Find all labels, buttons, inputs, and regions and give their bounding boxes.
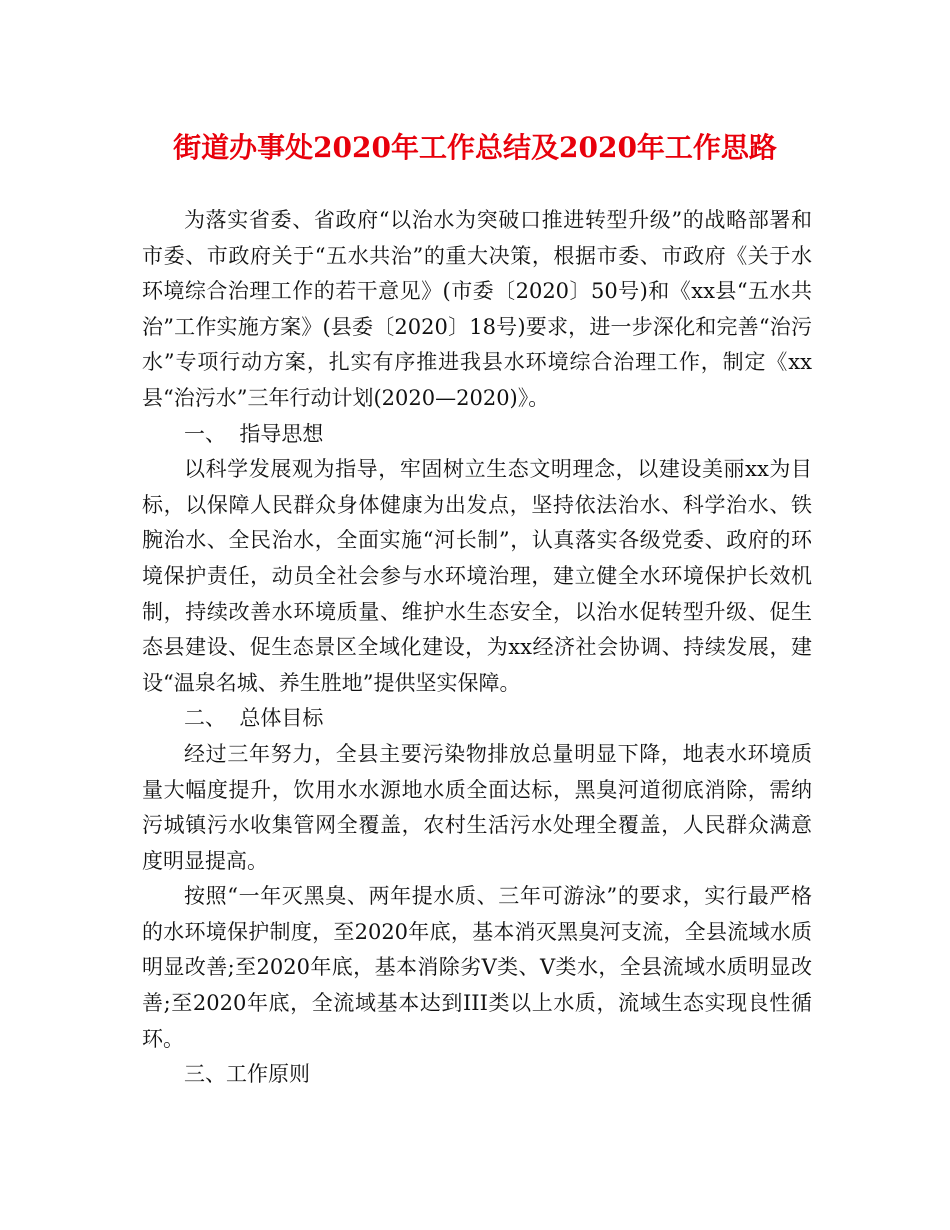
paragraph-guiding-ideology: 以科学发展观为指导，牢固树立生态文明理念，以建设美丽xx为目标，以保障人民群众身体健康为出发点，坚持依法治水、科学治水、铁腕治水、全民治水，全面实施“河长制”，认真落实各级党委、政府的环境保护责任，动员全社会参与水环境治理，建立健全水环境保护长效机制，持续改善水环境质量、维护水生态安全，以治水促转型升级、促生态县建设、促生态景区全域化建设，为xx经济社会协调、持续发展，建设“温泉名城、养生胜地”提供坚实保障。: [142, 457, 812, 695]
paragraph-overall-goals: 经过三年努力，全县主要污染物排放总量明显下降，地表水环境质量大幅度提升，饮用水水源地水质全面达标，黑臭河道彻底消除，需纳污城镇污水收集管网全覆盖，农村生活污水处理全覆盖，人民群众满意度明显提高。: [142, 741, 812, 873]
document-body: [142, 203, 812, 1093]
section-heading-work-principles: 三、工作原则: [184, 1062, 310, 1087]
paragraph-intro: 为落实省委、省政府“以治水为突破口推进转型升级”的战略部署和市委、市政府关于“五水共治”的重大决策，根据市委、市政府《关于水环境综合治理工作的若干意见》(市委〔2020〕50号)和《xx县“五水共治”工作实施方案》(县委〔2020〕18号)要求，进一步深化和完善“治污水”专项行动方案，扎实有序推进我县水环境综合治理工作，制定《xx县“治污水”三年行动计划(2020—2020)》。: [142, 208, 812, 410]
paragraph-requirements: 按照“一年灭黑臭、两年提水质、三年可游泳”的要求，实行最严格的水环境保护制度，至2020年底，基本消灭黑臭河支流，全县流域水质明显改善;至2020年底，基本消除劣Ⅴ类、Ⅴ类水，全县流域水质明显改善;至2020年底，全流域基本达到III类以上水质，流域生态实现良性循环。: [142, 884, 812, 1051]
section-heading-guiding-ideology: 一、 指导思想: [184, 421, 324, 446]
section-heading-overall-goals: 二、 总体目标: [184, 706, 324, 731]
document-title: 街道办事处2020年工作总结及2020年工作思路: [173, 131, 777, 164]
